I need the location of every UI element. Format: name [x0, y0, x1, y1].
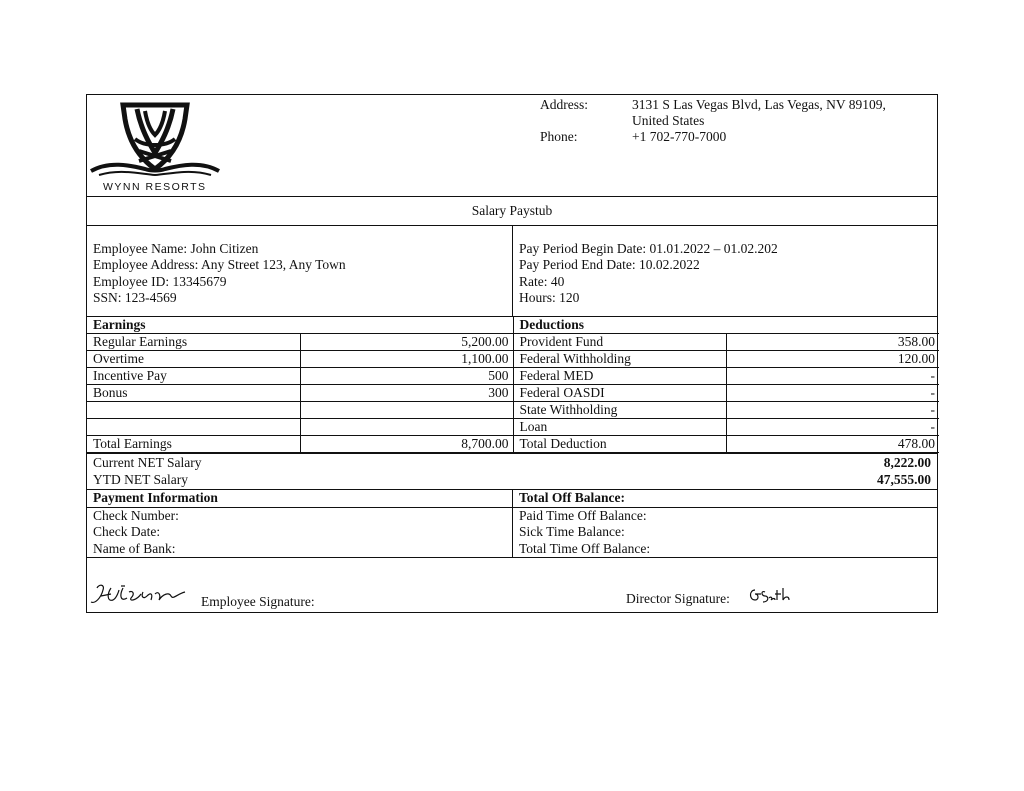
employee-id: Employee ID: 13345679	[93, 273, 227, 289]
earnings-deductions-table	[87, 317, 939, 453]
deduction-value: -	[726, 368, 939, 385]
table-total-row	[87, 436, 939, 453]
total-deduction-value: 478.00	[726, 436, 939, 453]
deduction-value: -	[726, 402, 939, 419]
employee-address: Employee Address: Any Street 123, Any Town	[93, 257, 346, 273]
document-title: Salary Paystub	[87, 197, 937, 226]
time-off-header: Total Off Balance:	[513, 490, 937, 508]
total-deduction-label: Total Deduction	[513, 436, 726, 453]
earning-value: 5,200.00	[300, 334, 513, 351]
sick-time: Sick Time Balance:	[519, 524, 625, 539]
pay-hours: Hours: 120	[519, 290, 580, 306]
employee-ssn: SSN: 123-4569	[93, 290, 177, 306]
table-row	[87, 368, 939, 385]
pay-rate: Rate: 40	[519, 273, 565, 289]
deductions-header: Deductions	[513, 317, 939, 334]
table-row	[87, 419, 939, 436]
check-date: Check Date:	[93, 524, 161, 539]
earning-value: 1,100.00	[300, 351, 513, 368]
payment-header: Payment Information	[87, 490, 512, 508]
signature-section	[87, 558, 937, 612]
deduction-label: Federal OASDI	[513, 385, 726, 402]
pay-period-details	[512, 226, 937, 316]
address-line-1: 3131 S Las Vegas Blvd, Las Vegas, NV 89109,	[632, 97, 886, 112]
employee-details	[87, 226, 512, 316]
wynn-crest-icon	[89, 99, 221, 179]
deduction-label: Federal MED	[513, 368, 726, 385]
employee-signature-label: Employee Signature:	[201, 594, 315, 609]
earning-label	[87, 419, 300, 436]
earning-value: 300	[300, 385, 513, 402]
address-line-2: United States	[632, 113, 705, 128]
table-row	[87, 385, 939, 402]
phone-label: Phone:	[540, 129, 578, 144]
total-earnings-value: 8,700.00	[300, 436, 513, 453]
company-contact	[540, 97, 930, 145]
deduction-label: State Withholding	[513, 402, 726, 419]
ytd-net-value: 47,555.00	[877, 471, 931, 487]
deduction-value: -	[726, 385, 939, 402]
payment-timeoff-row	[87, 490, 937, 558]
earning-label: Overtime	[87, 351, 300, 368]
total-earnings-label: Total Earnings	[87, 436, 300, 453]
director-signature-label: Director Signature:	[626, 591, 730, 606]
employee-name: Employee Name: John Citizen	[93, 241, 259, 256]
address-label: Address:	[540, 97, 588, 112]
pay-period-begin: Pay Period Begin Date: 01.01.2022 – 01.02.202	[519, 241, 778, 256]
ytd-net-label: YTD NET Salary	[93, 471, 188, 487]
paid-time-off: Paid Time Off Balance:	[519, 507, 647, 523]
earning-value	[300, 402, 513, 419]
wynn-logo	[89, 99, 221, 191]
logo-text: WYNN RESORTS	[103, 181, 207, 193]
time-off-balance	[512, 490, 937, 557]
deduction-value: 120.00	[726, 351, 939, 368]
total-time-off: Total Time Off Balance:	[519, 540, 651, 556]
bank-name: Name of Bank:	[93, 540, 176, 556]
deduction-label: Provident Fund	[513, 334, 726, 351]
earning-value	[300, 419, 513, 436]
phone-value: +1 702-770-7000	[632, 129, 727, 144]
net-salary-section	[87, 453, 937, 490]
deduction-label: Loan	[513, 419, 726, 436]
employee-info-row	[87, 226, 937, 317]
earning-value: 500	[300, 368, 513, 385]
table-row	[87, 402, 939, 419]
earnings-header: Earnings	[87, 317, 513, 334]
table-header-row	[87, 317, 939, 334]
pay-period-end: Pay Period End Date: 10.02.2022	[519, 257, 700, 273]
current-net-label: Current NET Salary	[93, 455, 202, 470]
deduction-value: 358.00	[726, 334, 939, 351]
director-signature-image	[747, 586, 793, 606]
payment-information	[87, 490, 512, 557]
table-row	[87, 334, 939, 351]
earning-label: Incentive Pay	[87, 368, 300, 385]
current-net-value: 8,222.00	[883, 455, 931, 470]
earning-label: Bonus	[87, 385, 300, 402]
employee-signature-image	[89, 582, 189, 608]
earning-label	[87, 402, 300, 419]
check-number: Check Number:	[93, 507, 179, 523]
deduction-value: -	[726, 419, 939, 436]
earning-label: Regular Earnings	[87, 334, 300, 351]
header	[87, 95, 937, 197]
table-row	[87, 351, 939, 368]
paystub	[86, 94, 938, 613]
deduction-label: Federal Withholding	[513, 351, 726, 368]
